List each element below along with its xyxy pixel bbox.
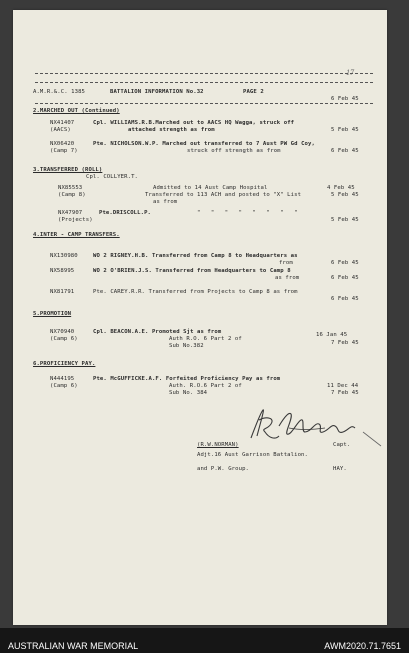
entry-date: 6 Feb 45 [331,275,359,281]
archive-footer [0,628,409,653]
entry-date: 5 Feb 45 [331,217,359,223]
signatory-name: (R.W.NORMAN) [197,442,239,448]
entry-unit: (Camp 7) [50,148,78,154]
entry-text: Pte. McGUFFICKE.A.F. Forfeited Proficiency Pay as from [93,376,281,382]
entry-unit: (Camp 6) [50,383,78,389]
entry-date: 6 Feb 45 [331,296,359,302]
entry-unit: (Projects) [58,217,93,223]
header-page: PAGE 2 [243,89,264,95]
entry-text: Pte.DRISCOLL.P. [99,210,152,216]
entry-text: from [279,260,293,266]
service-number: NX41407 [50,120,75,126]
ditto-marks: " " " " " " " " [197,210,298,216]
header-rule [35,103,373,104]
entry-text: as from [153,199,178,205]
document-page [13,10,387,625]
service-number: NX47907 [58,210,83,216]
entry-text: Pte. NICHOLSON.W.P. Marched out transferred to 7 Aust PW Gd Coy, [93,141,315,147]
entry-date: 4 Feb 45 [327,185,355,191]
signatory-group: and P.W. Group. [197,466,250,472]
entry-date: 16 Jan 45 [316,332,348,338]
archive-reference: AWM2020.71.7651 [324,641,401,651]
service-number: NX06420 [50,141,75,147]
service-number: NX70940 [50,329,75,335]
header-date: 6 Feb 45 [331,96,359,102]
entry-unit: (AACS) [50,127,71,133]
entry-text: Pte. CAREY.R.R. Transferred from Projects to Camp 8 as from [93,289,298,295]
entry-text: Admitted to 14 Aust Camp Hospital [153,185,268,191]
service-number: NX85553 [58,185,83,191]
handwritten-signature [245,402,375,452]
entry-text: WO 2 O'BRIEN.J.S. Transferred from Headquarters to Camp 8 [93,268,291,274]
entry-text: as from [275,275,300,281]
entry-date: 11 Dec 44 [327,383,359,389]
entry-text: Sub No. 384 [169,390,208,396]
section-subtitle: Cpl. COLLYER.T. [86,174,139,180]
entry-text: attached strength as from [128,127,215,133]
entry-date: 7 Feb 45 [331,340,359,346]
section-title: 2.MARCHED OUT (Continued) [33,108,120,114]
entry-text: WO 2 RIGNEY.H.B. Transferred from Camp 8 to Headquarters as [93,253,298,259]
signatory-place: HAY. [333,466,347,472]
entry-unit: (Camp 6) [50,336,78,342]
pencil-mark [361,430,385,452]
entry-unit: (Camp 8) [58,192,86,198]
entry-text: Auth. R.O.6 Part 2 of [169,383,242,389]
service-number: NX81791 [50,289,75,295]
header-reference: A.M.R.&.C. 1385 [33,89,86,95]
entry-date: 6 Feb 45 [331,260,359,266]
entry-text: Auth R.O. 6 Part 2 of [169,336,242,342]
archive-name: AUSTRALIAN WAR MEMORIAL [8,641,139,651]
page-number: 17 [346,68,354,77]
section-title: 5.PROMOTION [33,311,72,317]
section-title: 3.TRANSFERRED (ROLL) [33,167,103,173]
section-title: 6.PROFICIENCY PAY. [33,361,96,367]
service-number: NX58995 [50,268,75,274]
top-rule [35,73,373,74]
entry-date: 5 Feb 45 [331,127,359,133]
header-title: BATTALION INFORMATION No.32 [110,89,204,95]
entry-date: 5 Feb 45 [331,192,359,198]
entry-text: Sub No.382 [169,343,204,349]
service-number: NX130980 [50,253,78,259]
signatory-rank: Capt. [333,442,351,448]
entry-text: Cpl. BEACON.A.E. Promoted Sjt as from [93,329,222,335]
top-rule-2 [35,82,373,83]
entry-text: struck off strength as from [187,148,281,154]
entry-date: 6 Feb 45 [331,148,359,154]
service-number: N444195 [50,376,75,382]
entry-date: 7 Feb 45 [331,390,359,396]
entry-text: Transferred to 113 ACH and posted to "X" List [145,192,302,198]
signatory-role: Adjt.16 Aust Garrison Battalion. [197,452,308,458]
section-title: 4.INTER - CAMP TRANSFERS. [33,232,120,238]
entry-text: Cpl. WILLIAMS.R.B.Marched out to AACS HQ Wagga, struck off [93,120,295,126]
